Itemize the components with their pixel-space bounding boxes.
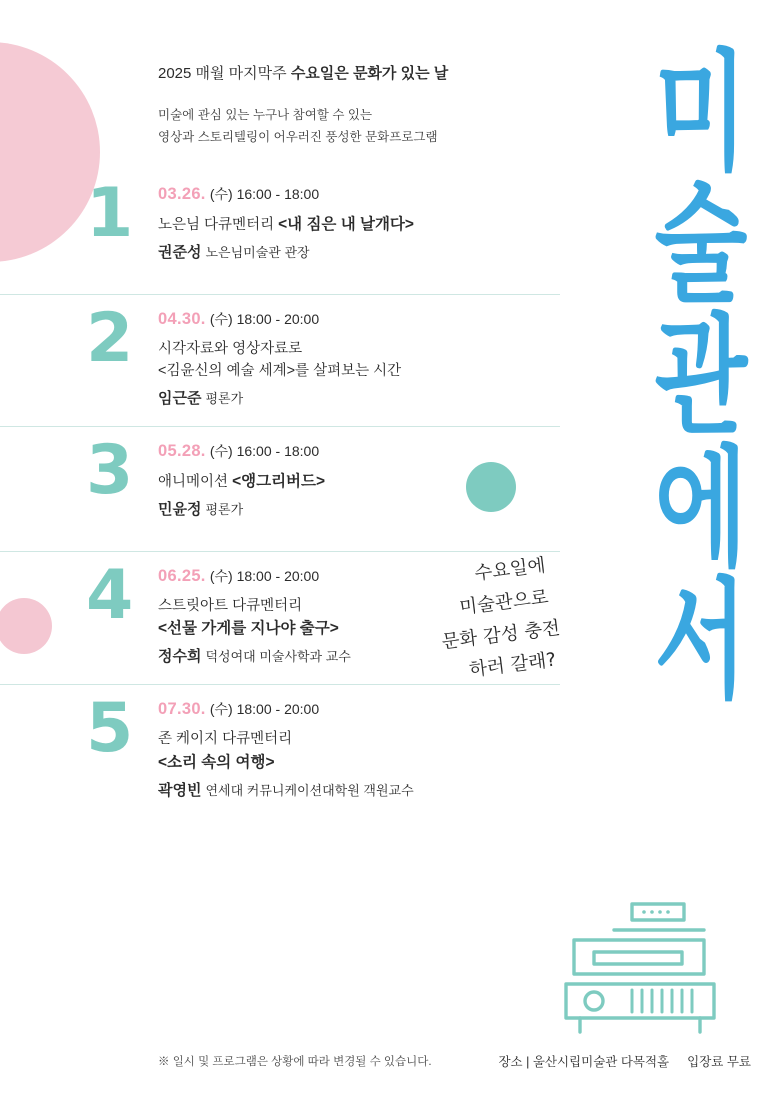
program-time: (수) 18:00 - 20:00 <box>209 567 320 584</box>
program-speaker <box>158 779 546 800</box>
program-description-line2: <김윤신의 예술 세계>를 살펴보는 시간 <box>158 363 402 380</box>
handwritten-line-1: 수요일에 <box>473 555 547 585</box>
program-description <box>158 728 546 774</box>
program-date: 06.25. <box>158 566 206 585</box>
header-tagline-bold: 수요일은 문화가 있는 날 <box>290 65 449 82</box>
footer-disclaimer: ※ 일시 및 프로그램은 상황에 따라 변경될 수 있습니다. <box>158 1056 432 1068</box>
program-number: 1 <box>86 174 134 253</box>
program-speaker <box>158 498 546 519</box>
list-item <box>0 170 560 294</box>
program-time: (수) 18:00 - 20:00 <box>209 311 320 327</box>
program-description <box>158 470 546 494</box>
program-number: 3 <box>86 430 134 510</box>
program-number: 2 <box>86 299 134 378</box>
program-description-line1: 시각자료와 영상자료로 <box>158 341 303 357</box>
handwritten-line-4: 하러 갈래? <box>468 649 558 682</box>
program-speaker-title: 덕성여대 미술사학과 교수 <box>205 649 351 665</box>
poster-header <box>158 62 558 149</box>
projector-illustration <box>536 892 736 1042</box>
program-dateline <box>158 699 546 719</box>
footer-venue-info <box>498 1052 751 1070</box>
program-body <box>158 309 560 408</box>
program-date: 05.28. <box>158 441 206 460</box>
program-speaker <box>158 241 546 262</box>
program-list <box>0 170 560 818</box>
list-item <box>0 684 560 817</box>
program-date: 07.30. <box>158 700 206 719</box>
program-dateline <box>158 309 546 329</box>
program-speaker-name: 곽영빈 <box>158 781 202 799</box>
program-date: 03.26. <box>158 185 206 203</box>
vertical-title-char: 서 <box>654 568 746 714</box>
header-subtext-line1: 미술에 관심 있는 누구나 참여할 수 있는 <box>158 108 373 122</box>
program-description-line1: 존 케이지 다큐멘터리 <box>158 731 293 748</box>
program-time: (수) 16:00 - 18:00 <box>209 186 320 202</box>
handwritten-message <box>397 545 601 694</box>
header-tagline <box>158 62 558 83</box>
program-time: (수) 18:00 - 20:00 <box>209 701 320 718</box>
vertical-title-char: 술 <box>654 173 746 318</box>
program-description-plain: 애니메이션 <box>158 473 233 490</box>
vertical-title-char: 에 <box>654 436 746 582</box>
poster-vertical-title <box>645 41 755 714</box>
header-tagline-prefix: 2025 매월 마지막주 <box>158 65 291 82</box>
program-speaker-name: 정수희 <box>158 648 202 666</box>
program-time: (수) 16:00 - 18:00 <box>209 442 320 459</box>
program-speaker-name: 권준성 <box>158 244 202 262</box>
program-description-line1: 스트릿아트 다큐멘터리 <box>158 597 303 614</box>
projector-top-box <box>632 904 684 920</box>
program-description <box>158 213 546 237</box>
handwritten-line-2: 미술관으로 <box>458 586 550 619</box>
program-speaker-title: 평론가 <box>205 501 244 517</box>
program-description-line2: <선물 가게를 지나야 출구> <box>158 620 339 638</box>
program-description-line2: <소리 속의 여행> <box>158 753 275 771</box>
program-description <box>158 338 546 383</box>
program-speaker-name: 민윤정 <box>158 500 202 518</box>
program-body <box>158 184 560 262</box>
program-body <box>158 699 560 799</box>
program-body <box>158 441 560 519</box>
program-speaker <box>158 387 546 408</box>
program-description-title: <내 짐은 내 날개다> <box>278 216 414 233</box>
program-speaker-name: 임근준 <box>158 389 202 407</box>
list-item <box>0 294 560 426</box>
vertical-title-char: 관 <box>654 305 746 450</box>
handwritten-line-3: 문화 감성 충전 <box>440 617 562 653</box>
program-date: 04.30. <box>158 310 206 328</box>
program-speaker-title: 연세대 커뮤니케이션대학원 객원교수 <box>205 782 414 798</box>
program-speaker-title: 노은님미술관 관장 <box>205 245 310 261</box>
header-subtext-line2: 영상과 스토리텔링이 어우러진 풍성한 문화프로그램 <box>158 129 438 144</box>
footer-place: 장소 | 울산시립미술관 다목적홀 <box>498 1055 670 1069</box>
footer-fee: 입장료 무료 <box>687 1055 751 1069</box>
program-number: 4 <box>86 555 134 635</box>
vertical-title-char: 미 <box>654 41 746 186</box>
list-item <box>0 426 560 551</box>
program-number: 5 <box>86 689 134 769</box>
header-subtext <box>158 105 558 149</box>
program-dateline <box>158 441 546 461</box>
program-description-title: <앵그리버드> <box>232 472 326 490</box>
program-description-plain: 노은님 다큐멘터리 <box>158 217 279 233</box>
program-speaker-title: 평론가 <box>205 390 244 406</box>
program-dateline <box>158 184 546 204</box>
